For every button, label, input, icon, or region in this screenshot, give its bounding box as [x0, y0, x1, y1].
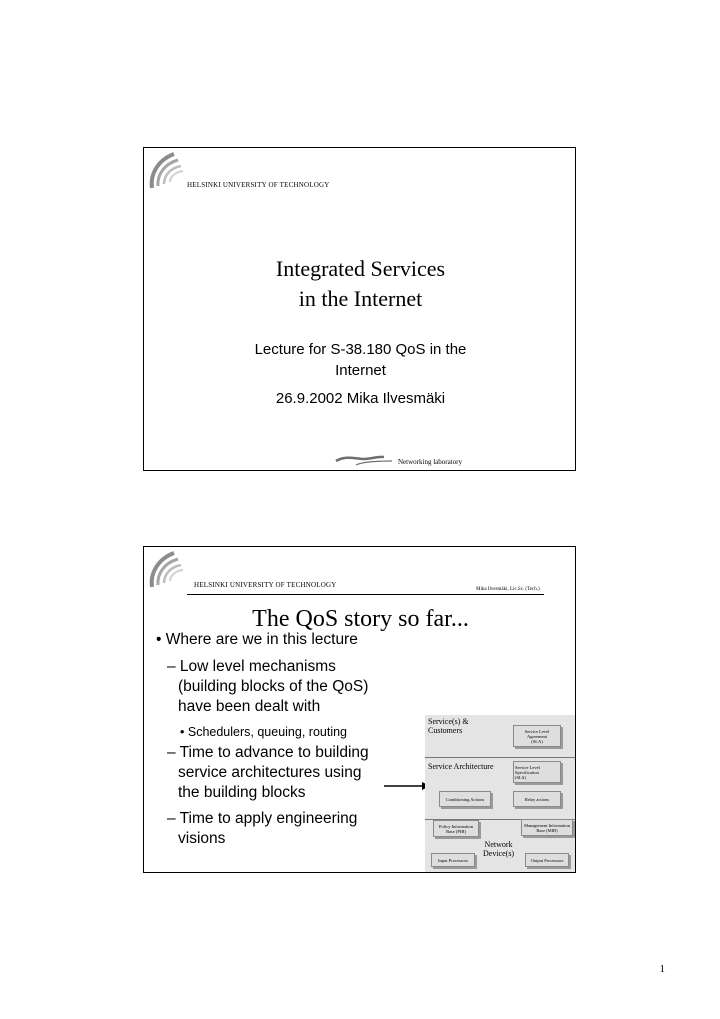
bullet-1: • Where are we in this lecture — [156, 631, 358, 648]
swoosh-icon — [334, 453, 394, 467]
header-rule — [187, 594, 544, 595]
title-line-2: in the Internet — [298, 286, 423, 311]
sls-box: Service Level Specification (SLS) — [513, 761, 561, 783]
slide-title: The QoS story so far... — [252, 606, 469, 632]
input-processors-box: Input Processors — [431, 853, 475, 867]
relay-actions-box: Relay actions — [513, 791, 561, 807]
customers-label: Service(s) & Customers — [428, 717, 469, 735]
page-number: 1 — [659, 963, 665, 975]
sub-bullet-3: – Time to apply engineering visions — [167, 810, 358, 847]
lab-name: Networking laboratory — [398, 458, 462, 466]
sla-box: Service Level Agreement (SLA) — [513, 725, 561, 747]
network-device-label: Network Device(s) — [483, 840, 515, 858]
slide-1 — [143, 147, 576, 471]
diagram-divider — [425, 757, 576, 758]
subtitle-line-1: Lecture for S-38.180 QoS in the — [254, 341, 467, 358]
slide-2 — [143, 546, 576, 873]
subtitle-line-2: Internet — [335, 362, 386, 379]
mib-box: Management Information Base (MIB) — [521, 819, 573, 836]
subtitle-line-3: 26.9.2002 Mika Ilvesmäki — [275, 390, 446, 407]
title-line-1: Integrated Services — [275, 256, 446, 281]
pib-box: Policy Information Base (PIB) — [433, 820, 479, 837]
sub-bullet-1: – Low level mechanisms (building blocks of the QoS) have been dealt with — [167, 658, 369, 715]
sub-bullet-2: – Time to advance to building service architectures using the building blocks — [167, 744, 369, 801]
conditioning-actions-box: Conditioning Actions — [439, 791, 491, 807]
university-name: HELSINKI UNIVERSITY OF TECHNOLOGY — [194, 581, 337, 589]
service-architecture-label: Service Architecture — [428, 762, 494, 771]
author-name: Mika Ilvesmäki, Lic.Sc. (Tech.) — [476, 587, 540, 592]
hut-logo-icon — [148, 150, 184, 190]
hut-logo-icon — [148, 549, 184, 589]
university-name: HELSINKI UNIVERSITY OF TECHNOLOGY — [187, 181, 330, 189]
arrow-icon — [384, 781, 430, 791]
sub-sub-bullet-1: • Schedulers, queuing, routing — [180, 725, 347, 739]
slide-title — [144, 254, 576, 314]
qos-architecture-diagram — [425, 715, 576, 873]
output-processors-box: Output Processors — [525, 853, 569, 867]
